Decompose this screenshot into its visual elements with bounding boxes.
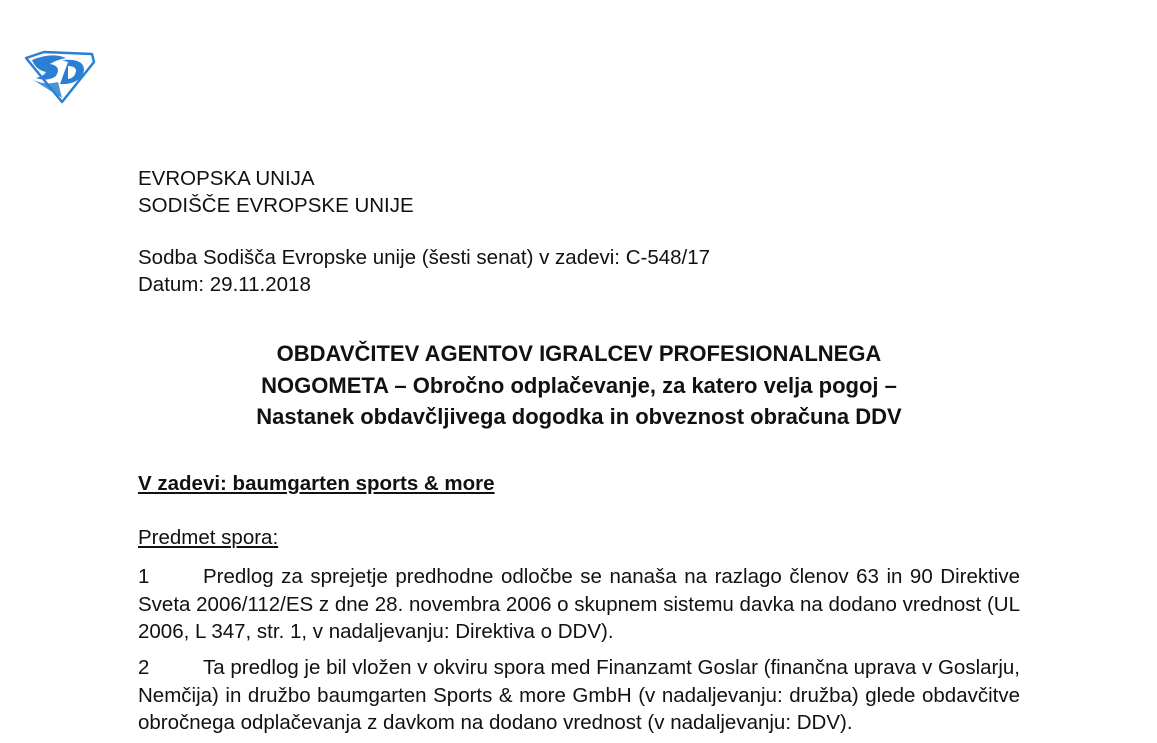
sd-shield-logo-icon — [22, 48, 96, 104]
document-title — [138, 338, 1020, 433]
title-line-2: NOGOMETA – Obročno odplačevanje, za katero velja pogoj – — [261, 372, 897, 398]
paragraph-number: 2 — [138, 656, 150, 679]
header-institution: EVROPSKA UNIJA — [138, 167, 315, 190]
section-heading: Predmet spora: — [138, 526, 279, 549]
paragraph-text: Predlog za sprejetje predhodne odločbe se nanaša na razlago členov 63 in 90 Direktive Sveta 2006/112/ES z dne 28. novembra 2006 o skupnem sistemu davka na dodano vrednost (UL 2006, L 347, str. 1, v nadaljevanju: Direktiva o DDV). — [138, 565, 1020, 643]
paragraph-1 — [138, 563, 1020, 646]
paragraph-number: 1 — [138, 565, 150, 588]
header-court: SODIŠČE EVROPSKE UNIJE — [138, 194, 414, 217]
case-reference: Sodba Sodišča Evropske unije (šesti senat) v zadevi: C-548/17 — [138, 246, 711, 269]
title-line-3: Nastanek obdavčljivega dogodka in obveznost obračuna DDV — [256, 404, 902, 429]
case-subject: V zadevi: baumgarten sports & more — [138, 472, 495, 495]
paragraph-2 — [138, 654, 1020, 737]
title-line-1: OBDAVČITEV AGENTOV IGRALCEV PROFESIONALNEGA — [276, 341, 882, 366]
paragraph-text: Ta predlog je bil vložen v okviru spora med Finanzamt Goslar (finančna uprava v Goslarju, Nemčija) in družbo baumgarten Sports & more GmbH (v nadaljevanju: družba) glede obdavčitve obročnega odplačevanja z davkom na dodano vrednost (v nadaljevanju: DDV). — [138, 656, 1020, 734]
case-date: Datum: 29.11.2018 — [138, 273, 311, 296]
